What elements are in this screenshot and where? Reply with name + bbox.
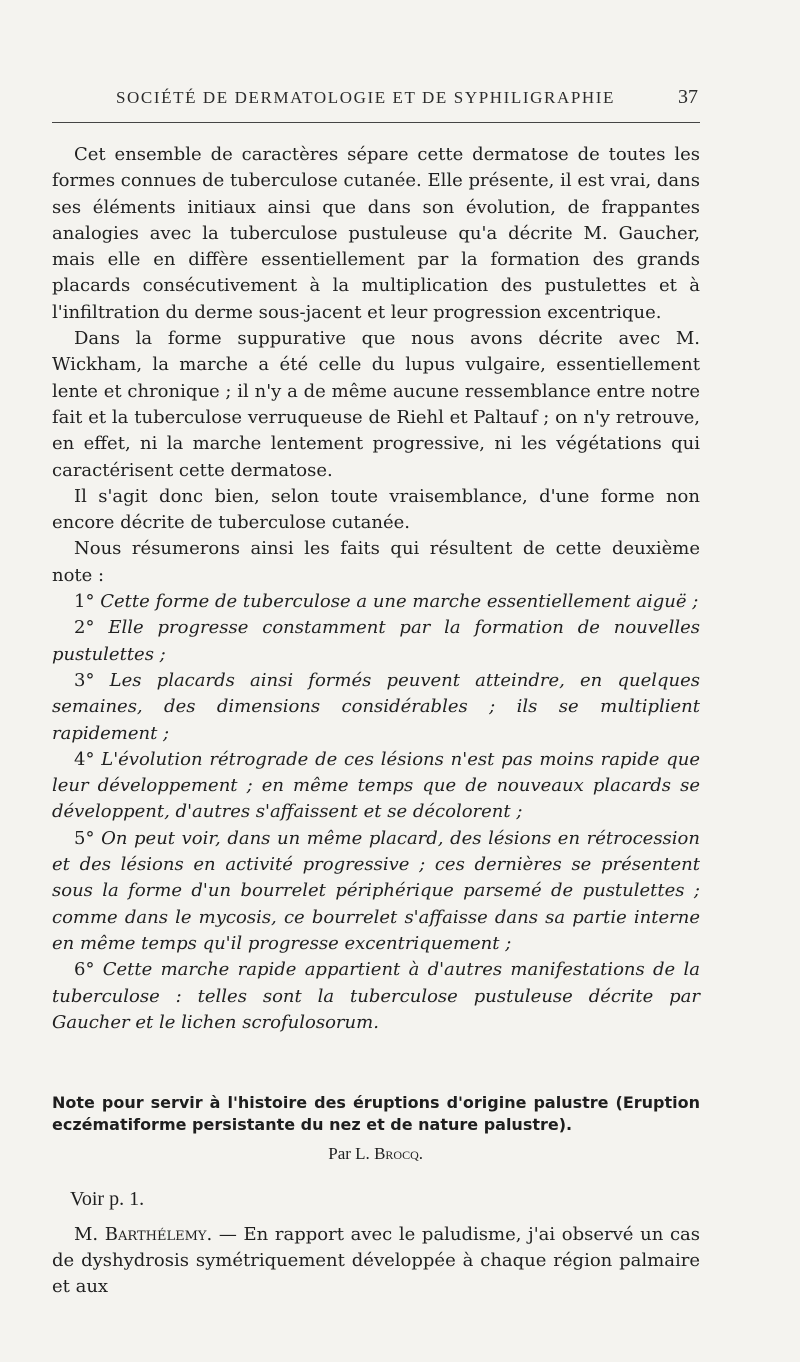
conclusion-number: 3° bbox=[74, 669, 95, 691]
conclusion-item bbox=[52, 826, 700, 957]
running-head bbox=[52, 88, 700, 112]
discussion-text bbox=[52, 1222, 700, 1300]
paragraph: Nous résumerons ainsi les faits qui résultent de cette deuxième note : bbox=[52, 538, 700, 586]
discussion-paragraph bbox=[52, 1222, 700, 1300]
paragraph: Dans la forme suppurative que nous avons décrite avec M. Wickham, la marche a été celle du lupus vulgaire, essentiellement lente et chronique ; il n'y a de même aucune ressemblance entre notre fait et la tuberculose verruqueuse de Riehl et Paltauf ; on n'y retrouve, en effet, ni la marche lentement progressive, ni les végétations qui caractérisent cette dermatose. bbox=[52, 328, 700, 481]
conclusion-number: 4° bbox=[74, 748, 95, 770]
note-title: Note pour servir à l'histoire des éruptions d'origine palustre (Eruption eczématiforme persistante du nez et de nature palustre). bbox=[52, 1093, 700, 1134]
conclusion-item bbox=[52, 668, 700, 747]
running-title: SOCIÉTÉ DE DERMATOLOGIE ET DE SYPHILIGRAPHIE bbox=[116, 88, 616, 107]
article-body bbox=[52, 142, 700, 1036]
conclusion-text: On peut voir, dans un même placard, des lésions en rétrocession et des lésions en activité progressive ; ces dernières se présentent sous la forme d'un bourrelet périphérique parsemé de pustulettes ; comme dans le mycosis, ce bourrelet s'affaisse dans sa partie interne en même temps qu'il progresse excentriquement ; bbox=[52, 827, 700, 954]
note-section bbox=[52, 1092, 700, 1164]
speaker-remark: — En rapport avec le paludisme, j'ai observé un cas de dyshydrosis symétriquement développée à chaque région palmaire et aux bbox=[52, 1224, 700, 1297]
author-name: Brocq. bbox=[374, 1144, 423, 1163]
conclusion-item bbox=[52, 957, 700, 1036]
paragraph: Cet ensemble de caractères sépare cette dermatose de toutes les formes connues de tuberculose cutanée. Elle présente, il est vrai, dans ses éléments initiaux ainsi que dans son évolution, de frappantes analogies avec la tuberculose pustuleuse qu'a décrite M. Gaucher, mais elle en diffère essentiellement par la formation des grands placards consécutivement à la multiplication des pustulettes et à l'infiltration du derme sous-jacent et leur progression excentrique. bbox=[52, 144, 700, 323]
conclusion-item bbox=[52, 589, 700, 615]
conclusion-number: 1° bbox=[74, 591, 95, 613]
note-author bbox=[52, 1144, 700, 1164]
header-rule bbox=[52, 122, 700, 123]
page-number: 37 bbox=[678, 86, 698, 108]
see-page-reference: Voir p. 1. bbox=[70, 1188, 145, 1210]
conclusion-item bbox=[52, 747, 700, 826]
conclusion-text: Cette forme de tuberculose a une marche essentiellement aiguë ; bbox=[100, 591, 699, 613]
conclusion-text: Cette marche rapide appartient à d'autres manifestations de la tuberculose : telles sont la tuberculose pustuleuse décrite par Gaucher et le lichen scrofulosorum. bbox=[52, 959, 700, 1033]
paragraph: Il s'agit donc bien, selon toute vraisemblance, d'une forme non encore décrite de tuberculose cutanée. bbox=[52, 485, 700, 534]
conclusion-number: 6° bbox=[74, 959, 95, 981]
document-page bbox=[52, 0, 700, 1362]
conclusion-item bbox=[52, 615, 700, 668]
speaker-name: M. Barthélemy. bbox=[74, 1224, 213, 1245]
conclusion-text: Les placards ainsi formés peuvent atteindre, en quelques semaines, des dimensions considérables ; ils se multiplient rapidement ; bbox=[52, 669, 700, 744]
author-prefix: Par L. bbox=[328, 1144, 370, 1163]
conclusion-number: 2° bbox=[74, 617, 95, 639]
conclusion-number: 5° bbox=[74, 827, 95, 849]
conclusion-text: L'évolution rétrograde de ces lésions n'est pas moins rapide que leur développement ; en même temps que de nouveaux placards se développent, d'autres s'affaissent et se décolorent ; bbox=[52, 748, 700, 823]
conclusion-text: Elle progresse constamment par la formation de nouvelles pustulettes ; bbox=[52, 617, 700, 665]
